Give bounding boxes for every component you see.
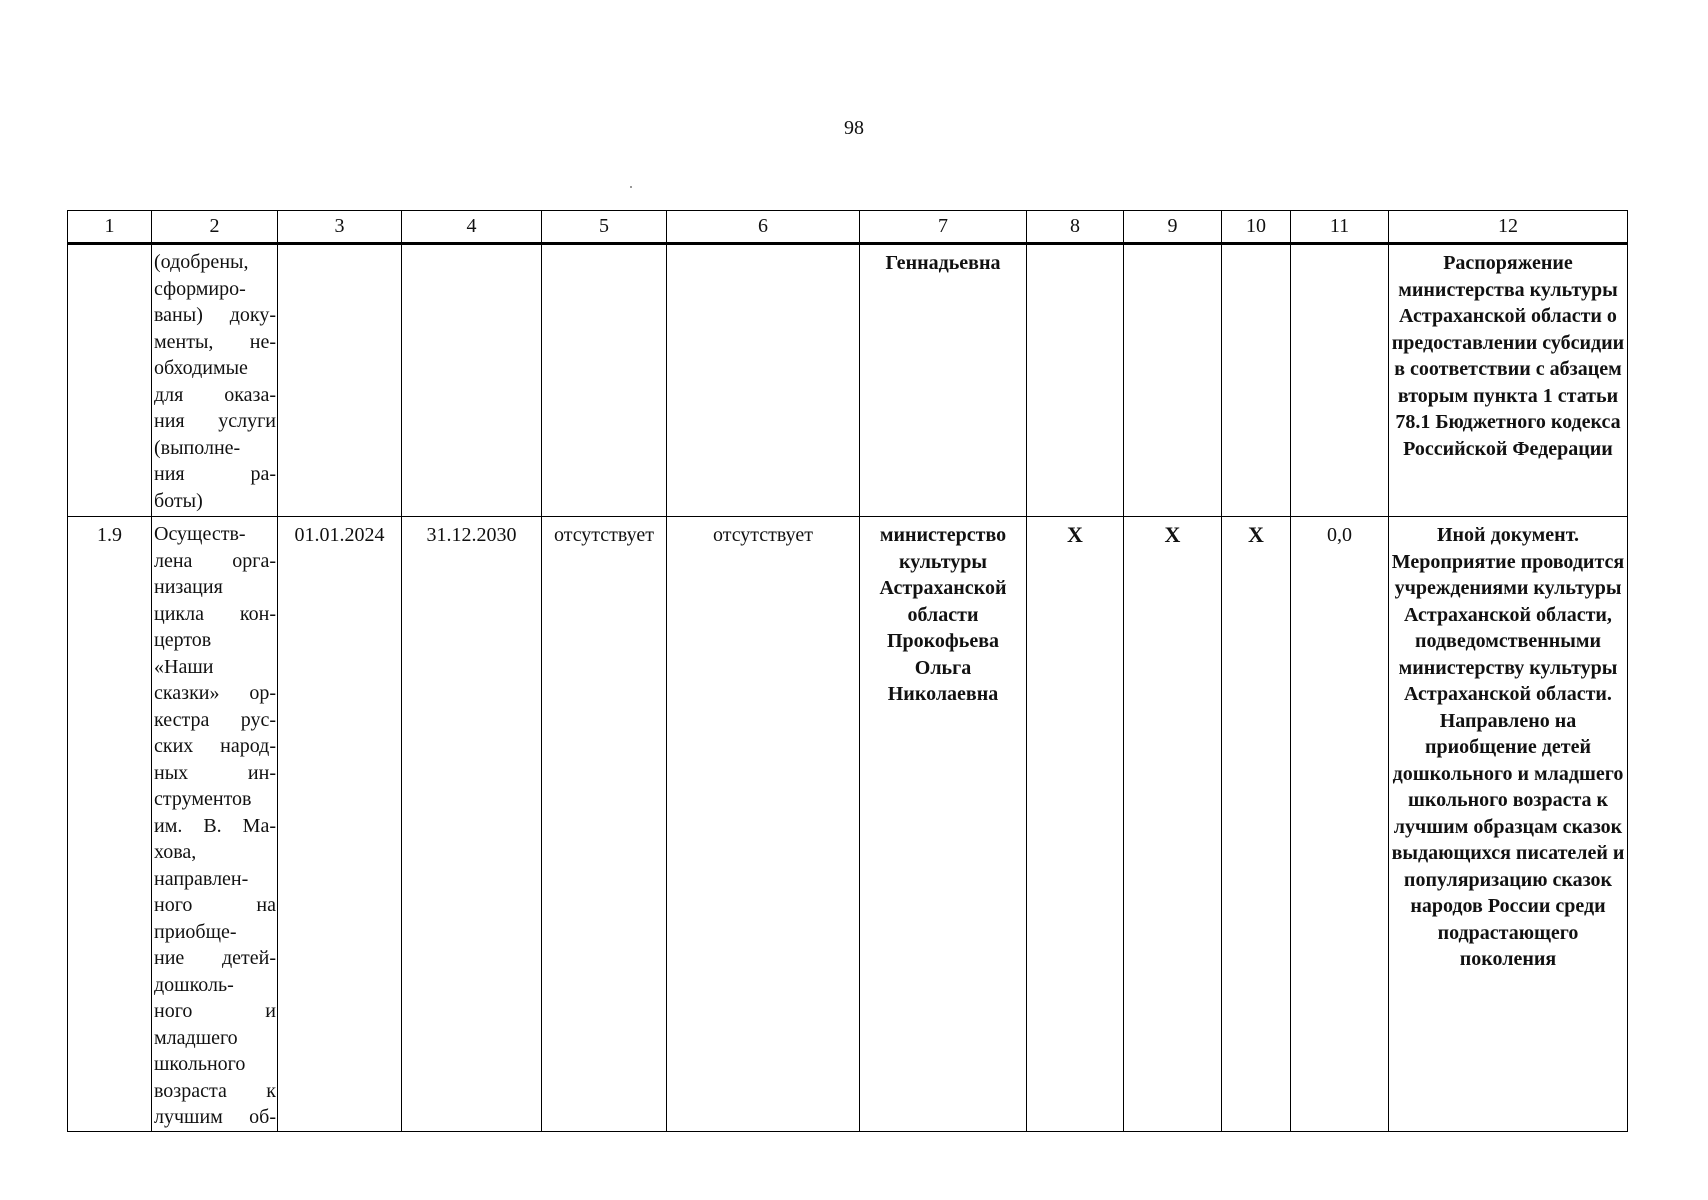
column-5-cell: отсутствует	[542, 517, 667, 1132]
activity-name-line: (выполне-	[154, 436, 241, 459]
end-date-cell	[402, 244, 542, 517]
activity-name-line: ние детей-	[154, 947, 276, 969]
table-row	[68, 244, 1628, 517]
activity-name-line: для оказа-	[154, 383, 276, 406]
activity-name-line: ния услуги	[154, 410, 276, 432]
column-8-cell	[1027, 244, 1124, 517]
program-activities-table	[67, 210, 1628, 1132]
document-note-cell: Иной документ. Мероприятие проводится учреждениями культуры Астраханской области, подведомственными министерству культуры Астраханской области. Направлено на приобщение детей дошкольного и младшего школьного возраста к лучшим образцам сказок выдающихся писателей и популяризацию сказок народов России среди подрастающего поколения	[1389, 517, 1628, 1132]
column-5-cell	[542, 244, 667, 517]
column-number-10: 10	[1222, 211, 1291, 244]
column-number-7: 7	[860, 211, 1027, 244]
activity-name-line: цертов	[154, 629, 212, 651]
activity-name-line: приобще-	[154, 920, 237, 943]
activity-name-line: кестра рус-	[154, 708, 276, 731]
activity-name-line: (одобрены,	[154, 251, 249, 273]
activity-name-line: ных ин-	[154, 761, 276, 784]
activity-name-line: ного и	[154, 1000, 276, 1022]
column-number-3: 3	[278, 211, 402, 244]
activity-name-cell	[152, 244, 278, 517]
activity-name-line: лена орга-	[154, 549, 276, 572]
column-number-header-row	[68, 211, 1628, 244]
activity-name-line: ских народ-	[154, 735, 276, 757]
activity-name-line: направлен-	[154, 867, 249, 890]
activity-name-line: менты, не-	[154, 330, 276, 353]
activity-name-line: ного на	[154, 894, 276, 916]
activity-name-line: ваны) доку-	[154, 304, 276, 326]
column-number-8: 8	[1027, 211, 1124, 244]
column-number-2: 2	[152, 211, 278, 244]
column-9-cell	[1124, 244, 1222, 517]
column-9-cell: Х	[1124, 517, 1222, 1132]
activity-name-line: струментов	[154, 788, 252, 810]
column-number-11: 11	[1291, 211, 1389, 244]
activity-name-line: сформиро-	[154, 277, 246, 300]
column-10-cell	[1222, 244, 1291, 517]
activity-name-line: сказки» ор-	[154, 682, 276, 704]
activity-name-line: низация	[154, 576, 223, 598]
activity-name-line: дошколь-	[154, 973, 234, 996]
activity-name-line: обходимые	[154, 357, 248, 379]
column-number-4: 4	[402, 211, 542, 244]
column-number-1: 1	[68, 211, 152, 244]
end-date-cell: 31.12.2030	[402, 517, 542, 1132]
activity-name-line: школьного	[154, 1053, 246, 1075]
activity-name-cell	[152, 517, 278, 1132]
activity-name-line: «Наши	[154, 655, 214, 678]
scan-speck	[630, 186, 632, 188]
column-11-cell	[1291, 244, 1389, 517]
activity-name-line: хова,	[154, 841, 197, 863]
column-number-6: 6	[667, 211, 860, 244]
page-number: 98	[844, 117, 864, 139]
activity-name-line: лучшим об-	[154, 1106, 276, 1128]
activity-name-line: Осуществ-	[154, 523, 246, 545]
column-number-5: 5	[542, 211, 667, 244]
activity-name-line: цикла кон-	[154, 602, 276, 625]
activity-name-line: боты)	[154, 489, 203, 512]
column-number-9: 9	[1124, 211, 1222, 244]
activity-name-line: ния ра-	[154, 463, 276, 485]
start-date-cell	[278, 244, 402, 517]
responsible-cell: Геннадьевна	[860, 244, 1027, 517]
document-note-cell: Распоряжение министерства культуры Астраханской области о предоставлении субсидии в соответствии с абзацем вторым пункта 1 статьи 78.1 Бюджетного кодекса Российской Федерации	[1389, 244, 1628, 517]
column-6-cell: отсутствует	[667, 517, 860, 1132]
column-10-cell: Х	[1222, 517, 1291, 1132]
row-number-cell	[68, 244, 152, 517]
column-11-cell: 0,0	[1291, 517, 1389, 1132]
column-number-12: 12	[1389, 211, 1628, 244]
table-row	[68, 517, 1628, 1132]
start-date-cell: 01.01.2024	[278, 517, 402, 1132]
column-8-cell: Х	[1027, 517, 1124, 1132]
activity-name-line: возраста к	[154, 1079, 276, 1102]
activity-name-line: им. В. Ма-	[154, 814, 276, 837]
activity-name-line: младшего	[154, 1026, 238, 1049]
row-number-cell: 1.9	[68, 517, 152, 1132]
column-6-cell	[667, 244, 860, 517]
responsible-cell: министерство культуры Астраханской области Прокофьева Ольга Николаевна	[860, 517, 1027, 1132]
